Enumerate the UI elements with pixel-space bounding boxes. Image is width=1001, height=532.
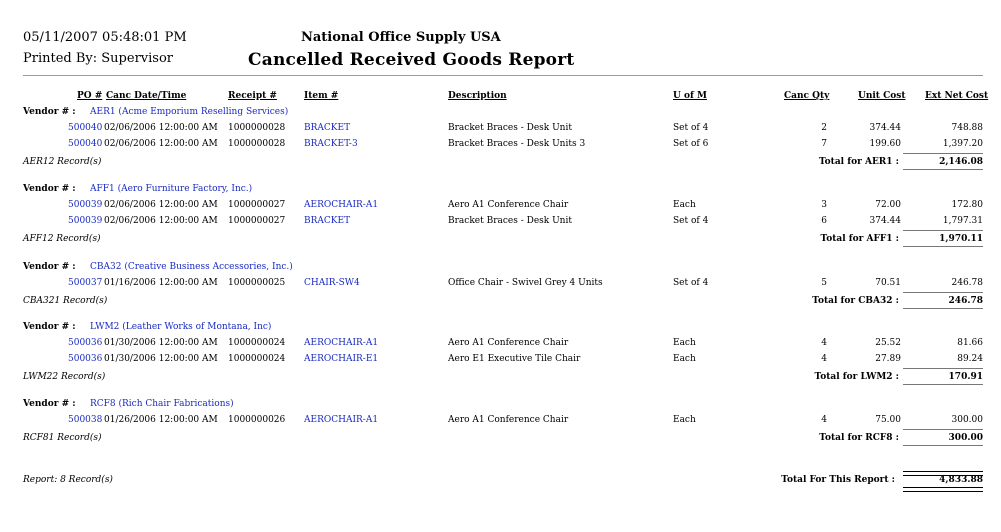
description: Bracket Braces - Desk Units 3 <box>448 139 586 149</box>
unit-of-measure: Set of 4 <box>673 216 709 226</box>
canc-qty: 4 <box>821 338 827 348</box>
canc-qty: 5 <box>821 278 827 288</box>
subtotal-rule <box>903 429 983 430</box>
company-name: National Office Supply USA <box>301 30 501 45</box>
col-uom: U of M <box>673 91 707 101</box>
canc-qty: 6 <box>821 216 827 226</box>
col-unit-cost: Unit Cost <box>858 91 906 101</box>
group-total-underline <box>903 308 983 309</box>
receipt-number: 1000000024 <box>228 338 286 348</box>
item-link[interactable]: BRACKET-3 <box>304 139 358 149</box>
unit-cost: 199.60 <box>869 139 901 149</box>
item-link[interactable]: AEROCHAIR-A1 <box>304 338 379 348</box>
group-total-value: 2,146.08 <box>939 157 983 167</box>
item-link[interactable]: CHAIR-SW4 <box>304 278 360 288</box>
item-link[interactable]: BRACKET <box>304 216 351 226</box>
group-total-underline <box>903 445 983 446</box>
canc-date: 01/30/2006 12:00:00 AM <box>104 354 218 364</box>
subtotal-rule <box>903 153 983 154</box>
report-total-double-rule <box>903 487 983 492</box>
description: Bracket Braces - Desk Unit <box>448 216 572 226</box>
ext-net-cost: 1,797.31 <box>942 216 983 226</box>
ext-net-cost: 246.78 <box>951 278 983 288</box>
group-total-label: Total for CBA32 : <box>812 296 899 306</box>
receipt-number: 1000000028 <box>228 123 286 133</box>
item-link[interactable]: AEROCHAIR-A1 <box>304 415 379 425</box>
unit-of-measure: Each <box>673 415 696 425</box>
group-total-underline <box>903 169 983 170</box>
unit-of-measure: Set of 4 <box>673 278 709 288</box>
unit-cost: 25.52 <box>875 338 901 348</box>
subtotal-rule <box>903 230 983 231</box>
po-link[interactable]: 500040 <box>68 139 103 149</box>
unit-of-measure: Each <box>673 200 696 210</box>
group-record-count: CBA321 Record(s) <box>23 296 108 306</box>
vendor-label: Vendor # : <box>23 184 76 194</box>
group-record-count: LWM22 Record(s) <box>23 372 106 382</box>
col-description: Description <box>448 91 507 101</box>
col-po: PO # <box>77 91 103 101</box>
item-link[interactable]: AEROCHAIR-A1 <box>304 200 379 210</box>
col-canc-date: Canc Date/Time <box>106 91 187 101</box>
receipt-number: 1000000027 <box>228 200 286 210</box>
group-record-count: RCF81 Record(s) <box>23 433 102 443</box>
group-record-count: AER12 Record(s) <box>23 157 102 167</box>
vendor-link[interactable]: CBA32 (Creative Business Accessories, Inc.) <box>90 262 293 272</box>
description: Office Chair - Swivel Grey 4 Units <box>448 278 603 288</box>
description: Aero A1 Conference Chair <box>448 338 569 348</box>
unit-of-measure: Set of 4 <box>673 123 709 133</box>
ext-net-cost: 300.00 <box>951 415 983 425</box>
po-link[interactable]: 500040 <box>68 123 103 133</box>
canc-qty: 2 <box>821 123 827 133</box>
canc-date: 01/16/2006 12:00:00 AM <box>104 278 218 288</box>
group-total-value: 246.78 <box>948 296 983 306</box>
group-record-count: AFF12 Record(s) <box>23 234 101 244</box>
canc-qty: 4 <box>821 415 827 425</box>
vendor-link[interactable]: AER1 (Acme Emporium Reselling Services) <box>90 107 289 117</box>
ext-net-cost: 89.24 <box>957 354 983 364</box>
vendor-link[interactable]: AFF1 (Aero Furniture Factory, Inc.) <box>90 184 253 194</box>
canc-date: 01/30/2006 12:00:00 AM <box>104 338 218 348</box>
group-total-label: Total for AFF1 : <box>820 234 899 244</box>
group-total-label: Total for AER1 : <box>819 157 899 167</box>
po-link[interactable]: 500036 <box>68 338 103 348</box>
vendor-label: Vendor # : <box>23 399 76 409</box>
description: Aero E1 Executive Tile Chair <box>448 354 581 364</box>
report-title: Cancelled Received Goods Report <box>248 50 575 70</box>
receipt-number: 1000000028 <box>228 139 286 149</box>
item-link[interactable]: AEROCHAIR-E1 <box>304 354 379 364</box>
canc-date: 02/06/2006 12:00:00 AM <box>104 200 218 210</box>
unit-of-measure: Set of 6 <box>673 139 709 149</box>
col-ext-net-cost: Ext Net Cost <box>925 91 989 101</box>
col-canc-qty: Canc Qty <box>784 91 830 101</box>
vendor-label: Vendor # : <box>23 322 76 332</box>
printed-by: Printed By: Supervisor <box>23 51 173 66</box>
report-total-value: 4,833.88 <box>939 475 983 485</box>
unit-cost: 72.00 <box>875 200 901 210</box>
vendor-link[interactable]: LWM2 (Leather Works of Montana, Inc) <box>90 322 272 332</box>
receipt-number: 1000000026 <box>228 415 286 425</box>
group-total-value: 170.91 <box>948 372 983 382</box>
unit-of-measure: Each <box>673 354 696 364</box>
ext-net-cost: 748.88 <box>951 123 983 133</box>
vendor-label: Vendor # : <box>23 262 76 272</box>
unit-cost: 374.44 <box>869 123 901 133</box>
group-total-underline <box>903 384 983 385</box>
description: Bracket Braces - Desk Unit <box>448 123 572 133</box>
unit-cost: 70.51 <box>875 278 901 288</box>
group-total-value: 300.00 <box>948 433 983 443</box>
header-divider <box>23 75 983 76</box>
report-datetime: 05/11/2007 05:48:01 PM <box>23 30 187 45</box>
ext-net-cost: 172.80 <box>951 200 983 210</box>
unit-cost: 75.00 <box>875 415 901 425</box>
canc-date: 01/26/2006 12:00:00 AM <box>104 415 218 425</box>
group-total-label: Total for RCF8 : <box>819 433 899 443</box>
group-total-label: Total for LWM2 : <box>814 372 899 382</box>
unit-cost: 374.44 <box>869 216 901 226</box>
ext-net-cost: 81.66 <box>957 338 983 348</box>
vendor-label: Vendor # : <box>23 107 76 117</box>
receipt-number: 1000000027 <box>228 216 286 226</box>
po-link[interactable]: 500036 <box>68 354 103 364</box>
description: Aero A1 Conference Chair <box>448 200 569 210</box>
receipt-number: 1000000025 <box>228 278 286 288</box>
group-total-value: 1,970.11 <box>939 234 983 244</box>
col-item: Item # <box>304 91 339 101</box>
report-record-count: Report: 8 Record(s) <box>23 475 113 485</box>
po-link[interactable]: 500038 <box>68 415 103 425</box>
subtotal-rule <box>903 292 983 293</box>
vendor-link[interactable]: RCF8 (Rich Chair Fabrications) <box>90 399 234 409</box>
canc-qty: 4 <box>821 354 827 364</box>
item-link[interactable]: BRACKET <box>304 123 351 133</box>
unit-of-measure: Each <box>673 338 696 348</box>
canc-qty: 3 <box>821 200 827 210</box>
po-link[interactable]: 500037 <box>68 278 103 288</box>
unit-cost: 27.89 <box>875 354 901 364</box>
po-link[interactable]: 500039 <box>68 216 103 226</box>
receipt-number: 1000000024 <box>228 354 286 364</box>
subtotal-rule <box>903 368 983 369</box>
col-receipt: Receipt # <box>228 91 277 101</box>
ext-net-cost: 1,397.20 <box>942 139 983 149</box>
canc-qty: 7 <box>821 139 827 149</box>
canc-date: 02/06/2006 12:00:00 AM <box>104 216 218 226</box>
description: Aero A1 Conference Chair <box>448 415 569 425</box>
po-link[interactable]: 500039 <box>68 200 103 210</box>
group-total-underline <box>903 246 983 247</box>
report-total-label: Total For This Report : <box>781 475 895 485</box>
canc-date: 02/06/2006 12:00:00 AM <box>104 123 218 133</box>
canc-date: 02/06/2006 12:00:00 AM <box>104 139 218 149</box>
